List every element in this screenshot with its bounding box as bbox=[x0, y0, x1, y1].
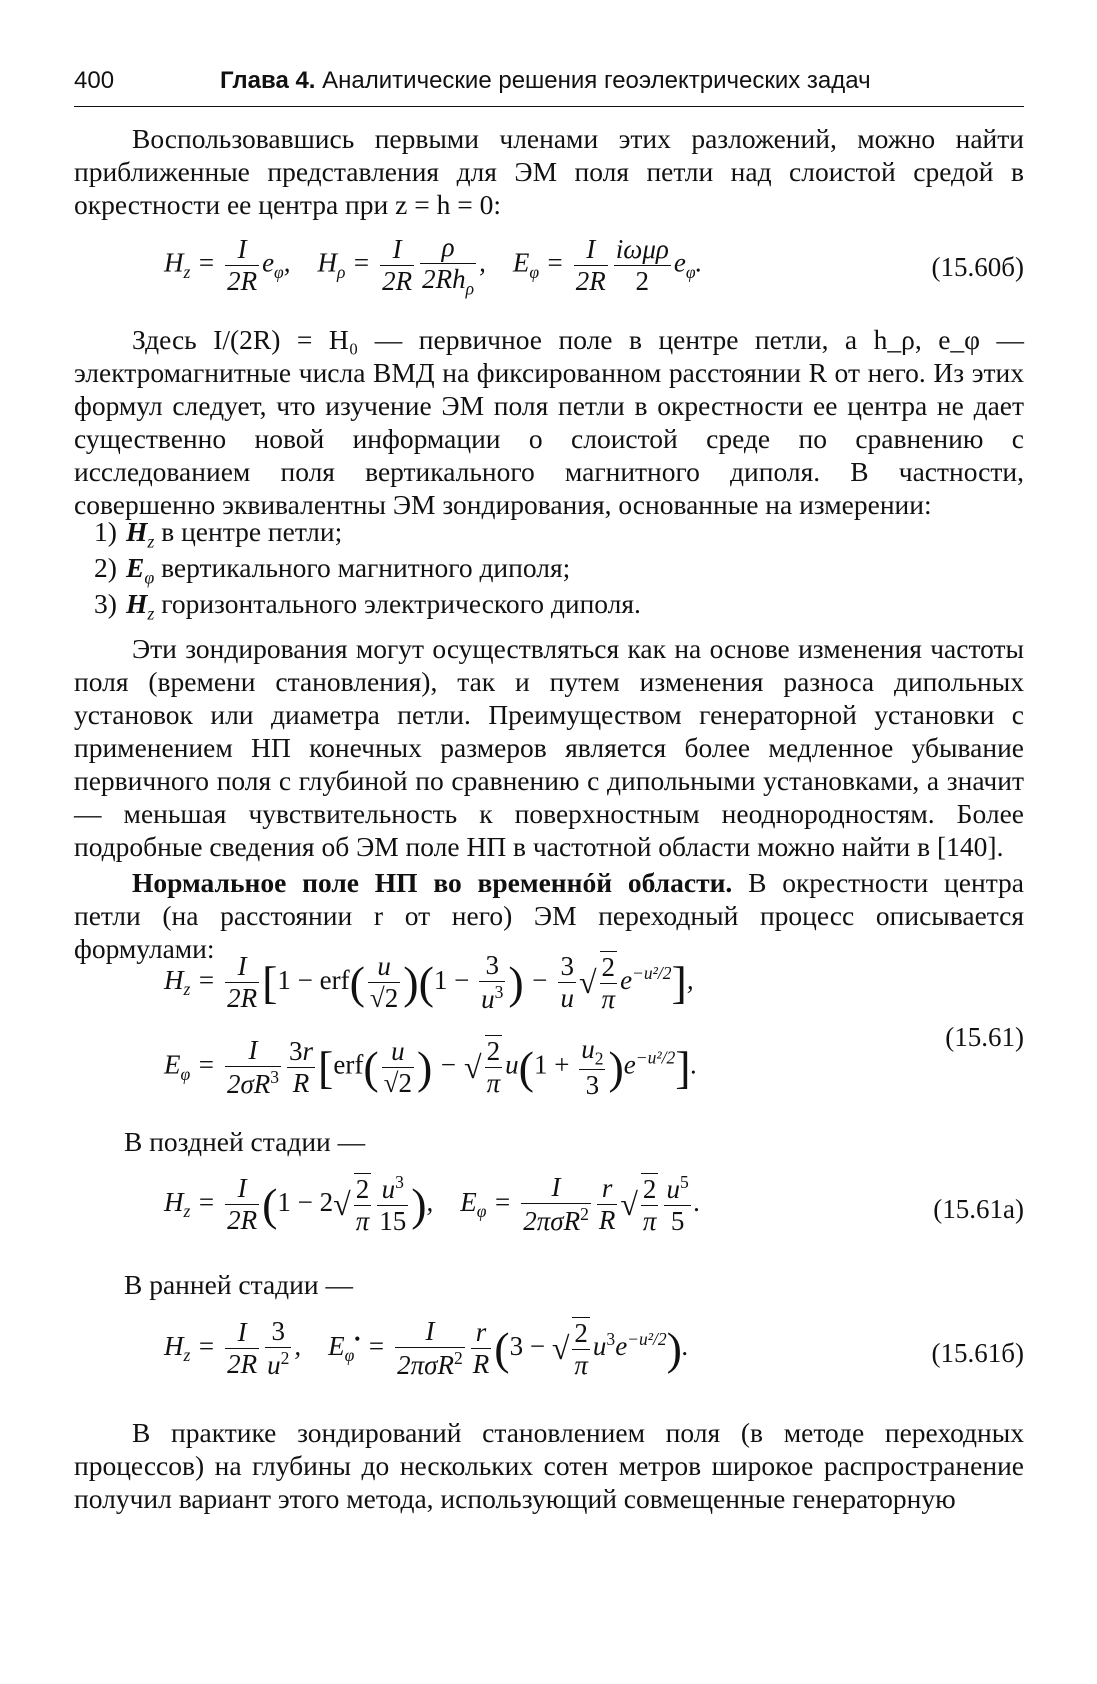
equation-number: (15.61) bbox=[945, 1022, 1024, 1052]
equation-15-60b-formula: $H_z$ = $\frac{I}{2R}$ $e_\varphi$, $H_\rho$ = $\frac{I}{2R}$ $\frac{\rho}{2Rh_\rho}$ , $E_\varphi$ = $\frac{I}{2R}$ $\frac{\text{iωμρ}}{2}$ $e_\varphi$. bbox=[164, 232, 703, 299]
early-stage-label: В ранней стадии — bbox=[124, 1269, 353, 1300]
list-item-text: в центре петли; bbox=[154, 516, 343, 547]
paragraph-explanation: Здесь I/(2R) = H₀ — первичное поле в центре петли, а h_ρ, e_φ — электромагнитные числа ВМД на фиксированном расстоянии R от него. Из этих формул следует, что изучение ЭМ поля петли в окрестности ее центра не дает существенно новой информации о слоистой среде по сравнению с исследованием поля вертикального магнитного диполя. В частности, совершенно эквивалентны ЭМ зондирования, основанные на измерении: bbox=[74, 324, 1024, 520]
equation-number: (15.61б) bbox=[931, 1338, 1024, 1368]
equation-15-61a-formula: $H_z$ = $\frac{I}{2R}$ (1 − 2√ $\frac{2}{\pi}$ $\frac{u^3}{15}$ ), $E_\varphi$ = $\frac{I}{2\pi\sigma R^2}$ $\frac{r}{R}$ √ $\frac{2}{\pi}$ $\frac{u^5}{5}$ . bbox=[164, 1172, 701, 1237]
list-item-number: 1) bbox=[94, 516, 117, 547]
equation-15-61b-formula: $H_z$ = $\frac{I}{2R}$ $\frac{3}{u^2}$ , $E_\varphi^•$ = $\frac{I}{2\pi\sigma R^2}$ $\frac{r}{R}$ (3 − √ $\frac{2}{\pi}$ $u^3e^{-u^2/2}$). bbox=[164, 1316, 689, 1381]
list-item-text: горизонтального электрического диполя. bbox=[154, 588, 641, 619]
running-header bbox=[74, 56, 1024, 107]
list-item bbox=[94, 588, 641, 625]
equation-15-61b bbox=[74, 1316, 1024, 1396]
list-item-number: 3) bbox=[94, 588, 117, 619]
equation-number: (15.61а) bbox=[933, 1194, 1024, 1224]
equation-15-60b bbox=[74, 232, 1024, 312]
section-heading: Нормальное поле НП во временнóй области. bbox=[132, 867, 733, 898]
paragraph-time-domain-text: В окрестности центра петли (на расстоянии r от него) ЭМ переходный процесс описывается формулами: bbox=[74, 867, 1024, 964]
list-item bbox=[94, 516, 342, 553]
paragraph-sounding: Эти зондирования могут осуществляться как на основе изменения частоты поля (времени становления), так и путем изменения разноса дипольных установок или диаметра петли. Преимуществом генераторной установки с применением НП конечных размеров является более медленное убывание первичного поля с глубиной по сравнению с дипольными установками, а значит — меньшая чувствительность к поверхностным неоднородностям. Более подробные сведения об ЭМ поле НП в частотной области можно найти в [140]. bbox=[74, 633, 1024, 862]
paragraph-practice: В практике зондирований становлением поля (в методе переходных процессов) на глубины до нескольких сотен метров широкое распространение получил вариант этого метода, использующий совмещенные генераторную bbox=[74, 1417, 1024, 1514]
paragraph-intro: Воспользовавшись первыми членами этих разложений, можно найти приближенные представления для ЭМ поля петли над слоистой средой в окрестности ее центра при z = h = 0: bbox=[74, 123, 1024, 220]
list-item-subscript: z bbox=[147, 603, 155, 624]
list-item-symbol: H bbox=[126, 588, 148, 619]
list-item-subscript: φ bbox=[144, 567, 155, 588]
equation-15-61 bbox=[74, 950, 1024, 1120]
list-item bbox=[94, 552, 570, 589]
equation-number: (15.60б) bbox=[931, 252, 1024, 282]
chapter-name: Аналитические решения геоэлектрических задач bbox=[322, 67, 871, 94]
chapter-title bbox=[220, 56, 871, 106]
chapter-label: Глава 4. bbox=[220, 67, 316, 94]
late-stage-label: В поздней стадии — bbox=[124, 1126, 366, 1157]
list-item-symbol: H bbox=[126, 516, 148, 547]
equation-15-61-line1: $H_z$ = $\frac{I}{2R}$ [1 − erf( $\frac{u}{√2}$ )(1 − $\frac{3}{u^3}$ ) − $\frac{3}{u}$ √ $\frac{2}{\pi}$ $e^{-u^2/2}$], bbox=[164, 950, 694, 1015]
page-number: 400 bbox=[74, 67, 115, 94]
equation-15-61-line2: $E_\varphi$ = $\frac{I}{2\sigma R^3}$ $\frac{3r}{R}$ [erf( $\frac{u}{√2}$ ) − √ $\frac{2}{\pi}$ u(1 + $\frac{u_2}{3}$ )$e^{-u^2/2}$]. bbox=[164, 1034, 698, 1100]
equation-15-61a bbox=[74, 1172, 1024, 1252]
list-item-symbol: E bbox=[126, 552, 145, 583]
list-item-subscript: z bbox=[147, 531, 155, 552]
list-item-number: 2) bbox=[94, 552, 117, 583]
list-item-text: вертикального магнитного диполя; bbox=[154, 552, 571, 583]
